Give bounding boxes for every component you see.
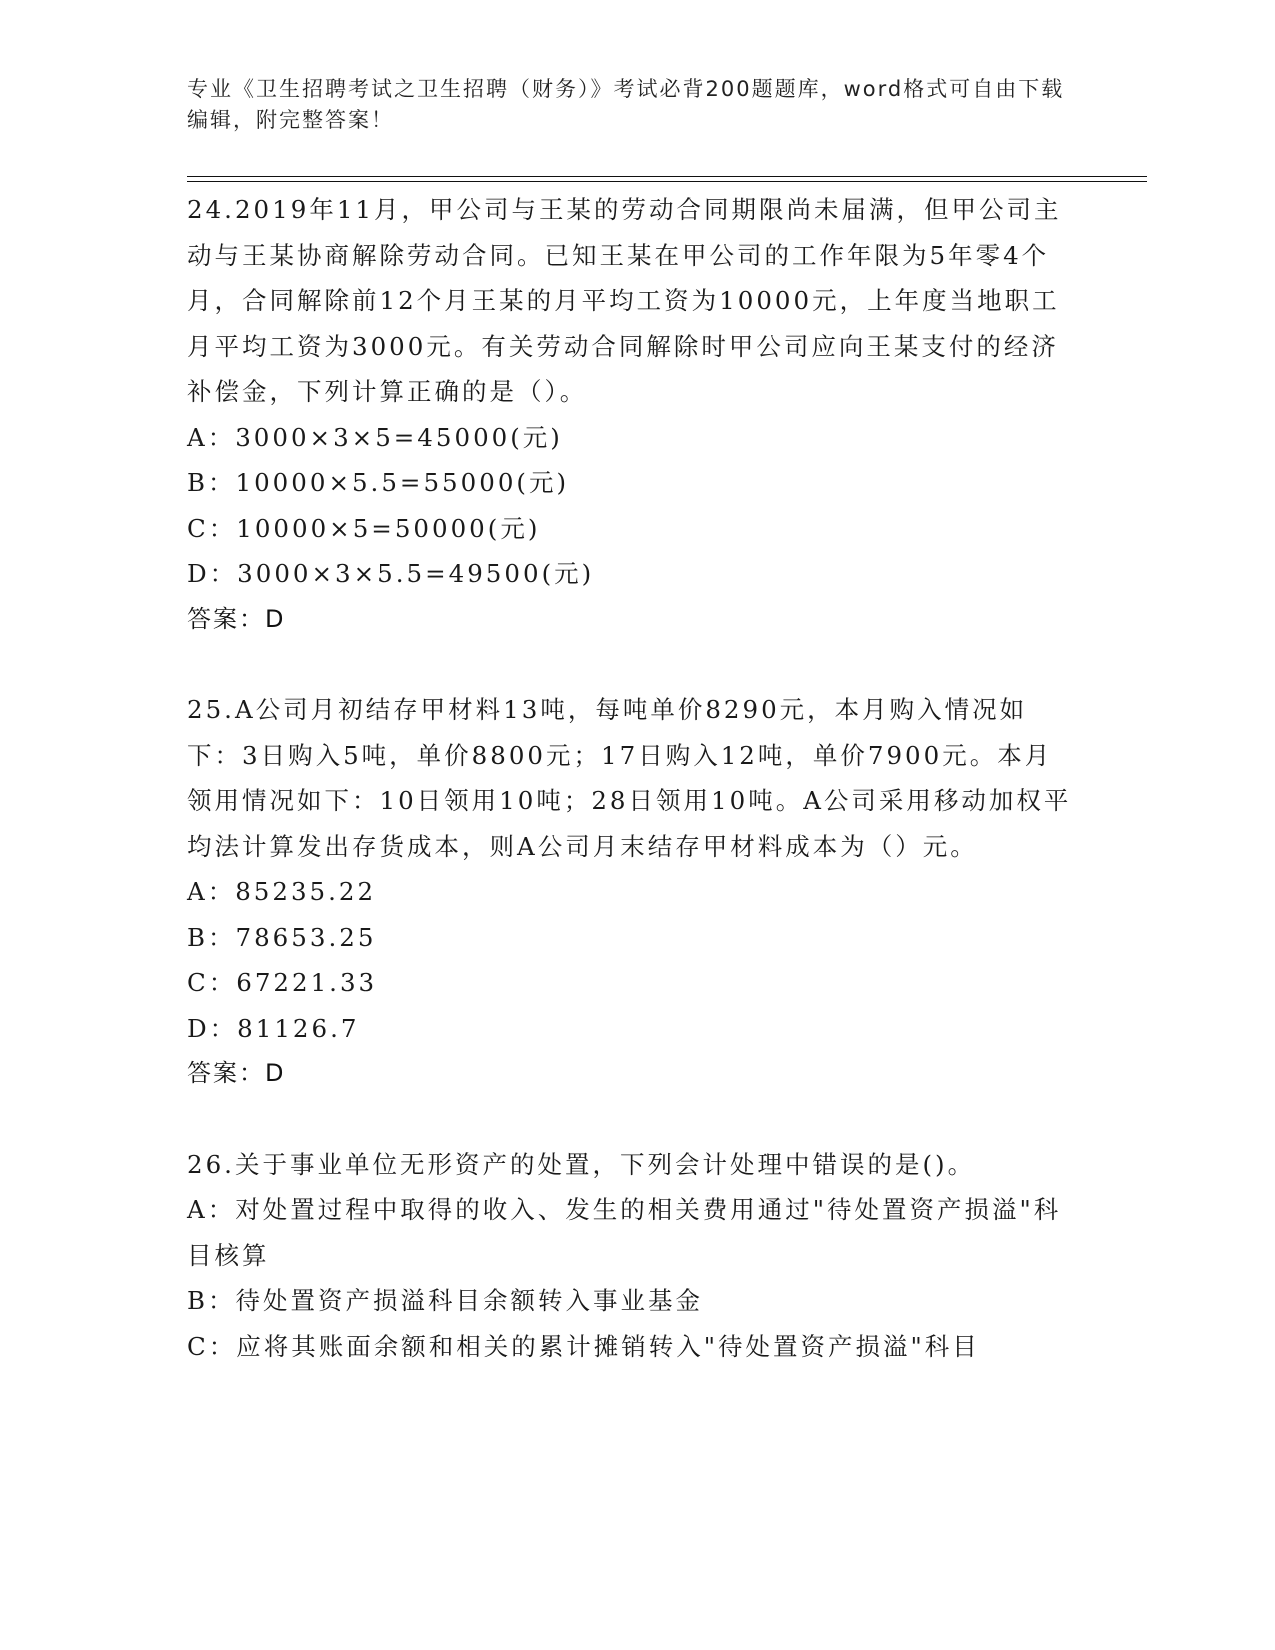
question-stem: 24.2019年11月，甲公司与王某的劳动合同期限尚未届满，但甲公司主动与王某协商解除劳动合同。已知王某在甲公司的工作年限为5年零4个月，合同解除前12个月王某的月平均工资为10000元，上年度当地职工月平均工资为3000元。有关劳动合同解除时甲公司应向王某支付的经济补偿金，下列计算正确的是（）。	[187, 195, 1062, 406]
answer-line: 答案：D	[187, 1059, 286, 1087]
option-a: A：3000×3×5=45000(元)	[187, 422, 563, 452]
question-list	[187, 187, 1077, 1369]
option-b: B：待处置资产损溢科目余额转入事业基金	[187, 1286, 704, 1315]
question-spacer	[187, 642, 1077, 687]
document-header: 专业《卫生招聘考试之卫生招聘（财务）》考试必背200题题库，word格式可自由下载编辑，附完整答案！	[187, 77, 1065, 132]
option-a: A：85235.22	[187, 877, 377, 906]
answer-line: 答案：D	[187, 604, 286, 633]
option-c: C：67221.33	[187, 968, 378, 997]
option-b: B：78653.25	[187, 922, 377, 952]
question-stem: 25.A公司月初结存甲材料13吨，每吨单价8290元，本月购入情况如下：3日购入5吨，单价8800元；17日购入12吨，单价7900元。本月领用情况如下：10日领用10吨；28日领用10吨。A公司采用移动加权平均法计算发出存货成本，则A公司月末结存甲材料成本为（）元。	[187, 695, 1072, 861]
option-c: C：10000×5=50000(元)	[187, 513, 541, 543]
header-rule-bottom	[187, 181, 1147, 182]
option-c: C：应将其账面余额和相关的累计摊销转入"待处置资产损溢"科目	[187, 1331, 980, 1361]
option-a: A：对处置过程中取得的收入、发生的相关费用通过"待处置资产损溢"科目核算	[187, 1195, 1062, 1270]
question-24	[187, 187, 1077, 642]
option-d: D：3000×3×5.5=49500(元)	[187, 559, 595, 588]
question-25	[187, 687, 1077, 1097]
question-spacer	[187, 1097, 1077, 1142]
header-rule-top	[187, 176, 1147, 177]
question-stem: 26.关于事业单位无形资产的处置，下列会计处理中错误的是()。	[187, 1149, 976, 1179]
option-b: B：10000×5.5=55000(元)	[187, 468, 570, 497]
question-26	[187, 1142, 1077, 1370]
option-d: D：81126.7	[187, 1013, 360, 1043]
